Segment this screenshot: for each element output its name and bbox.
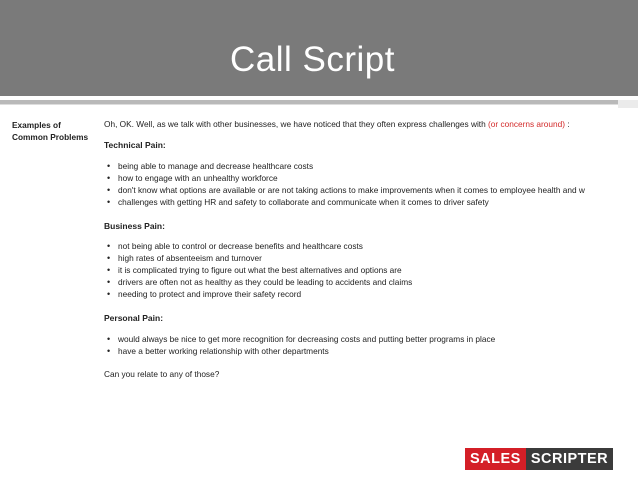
list-personal: [104, 333, 495, 357]
section-heading-technical: Technical Pain:: [104, 140, 166, 150]
sidebar-label: [12, 119, 88, 143]
slide-title: Call Script: [230, 40, 395, 79]
list-business: [104, 240, 412, 300]
intro-suffix: :: [565, 119, 570, 129]
list-item: • how to engage with an unhealthy workforce: [104, 172, 585, 184]
list-item: • being able to manage and decrease healthcare costs: [104, 160, 585, 172]
sidebar-label-line1: Examples of: [12, 120, 61, 130]
list-item: • challenges with getting HR and safety to collaborate and communicate when it comes to driver safety: [104, 196, 585, 208]
list-technical: [104, 160, 585, 208]
logo-sales: SALES: [465, 448, 526, 470]
section-heading-personal: Personal Pain:: [104, 313, 164, 323]
slide-header: [0, 0, 638, 96]
closing-question: Can you relate to any of those?: [104, 369, 220, 379]
intro-highlight: (or concerns around): [488, 119, 566, 129]
list-item: • high rates of absenteeism and turnover: [104, 252, 412, 264]
script-document: [0, 104, 638, 404]
list-item: • would always be nice to get more recognition for decreasing costs and putting better programs in place: [104, 333, 495, 345]
sidebar-label-line2: Common Problems: [12, 132, 89, 142]
logo-scripter: SCRIPTER: [526, 448, 613, 470]
sales-scripter-logo: [465, 448, 613, 470]
list-item: • it is complicated trying to figure out what the best alternatives and options are: [104, 264, 412, 276]
list-item: • not being able to control or decrease benefits and healthcare costs: [104, 240, 412, 252]
list-item: • have a better working relationship with other departments: [104, 345, 495, 357]
intro-text: Oh, OK. Well, as we talk with other businesses, we have noticed that they often express challenges with: [104, 119, 489, 129]
section-heading-business: Business Pain:: [104, 221, 165, 231]
list-item: • needing to protect and improve their safety record: [104, 288, 412, 300]
list-item: • don't know what options are available or are not taking actions to make improvements when it comes to employee health and w: [104, 184, 585, 196]
list-item: • drivers are often not as healthy as they could be leading to accidents and claims: [104, 276, 412, 288]
intro-line: [104, 119, 570, 129]
